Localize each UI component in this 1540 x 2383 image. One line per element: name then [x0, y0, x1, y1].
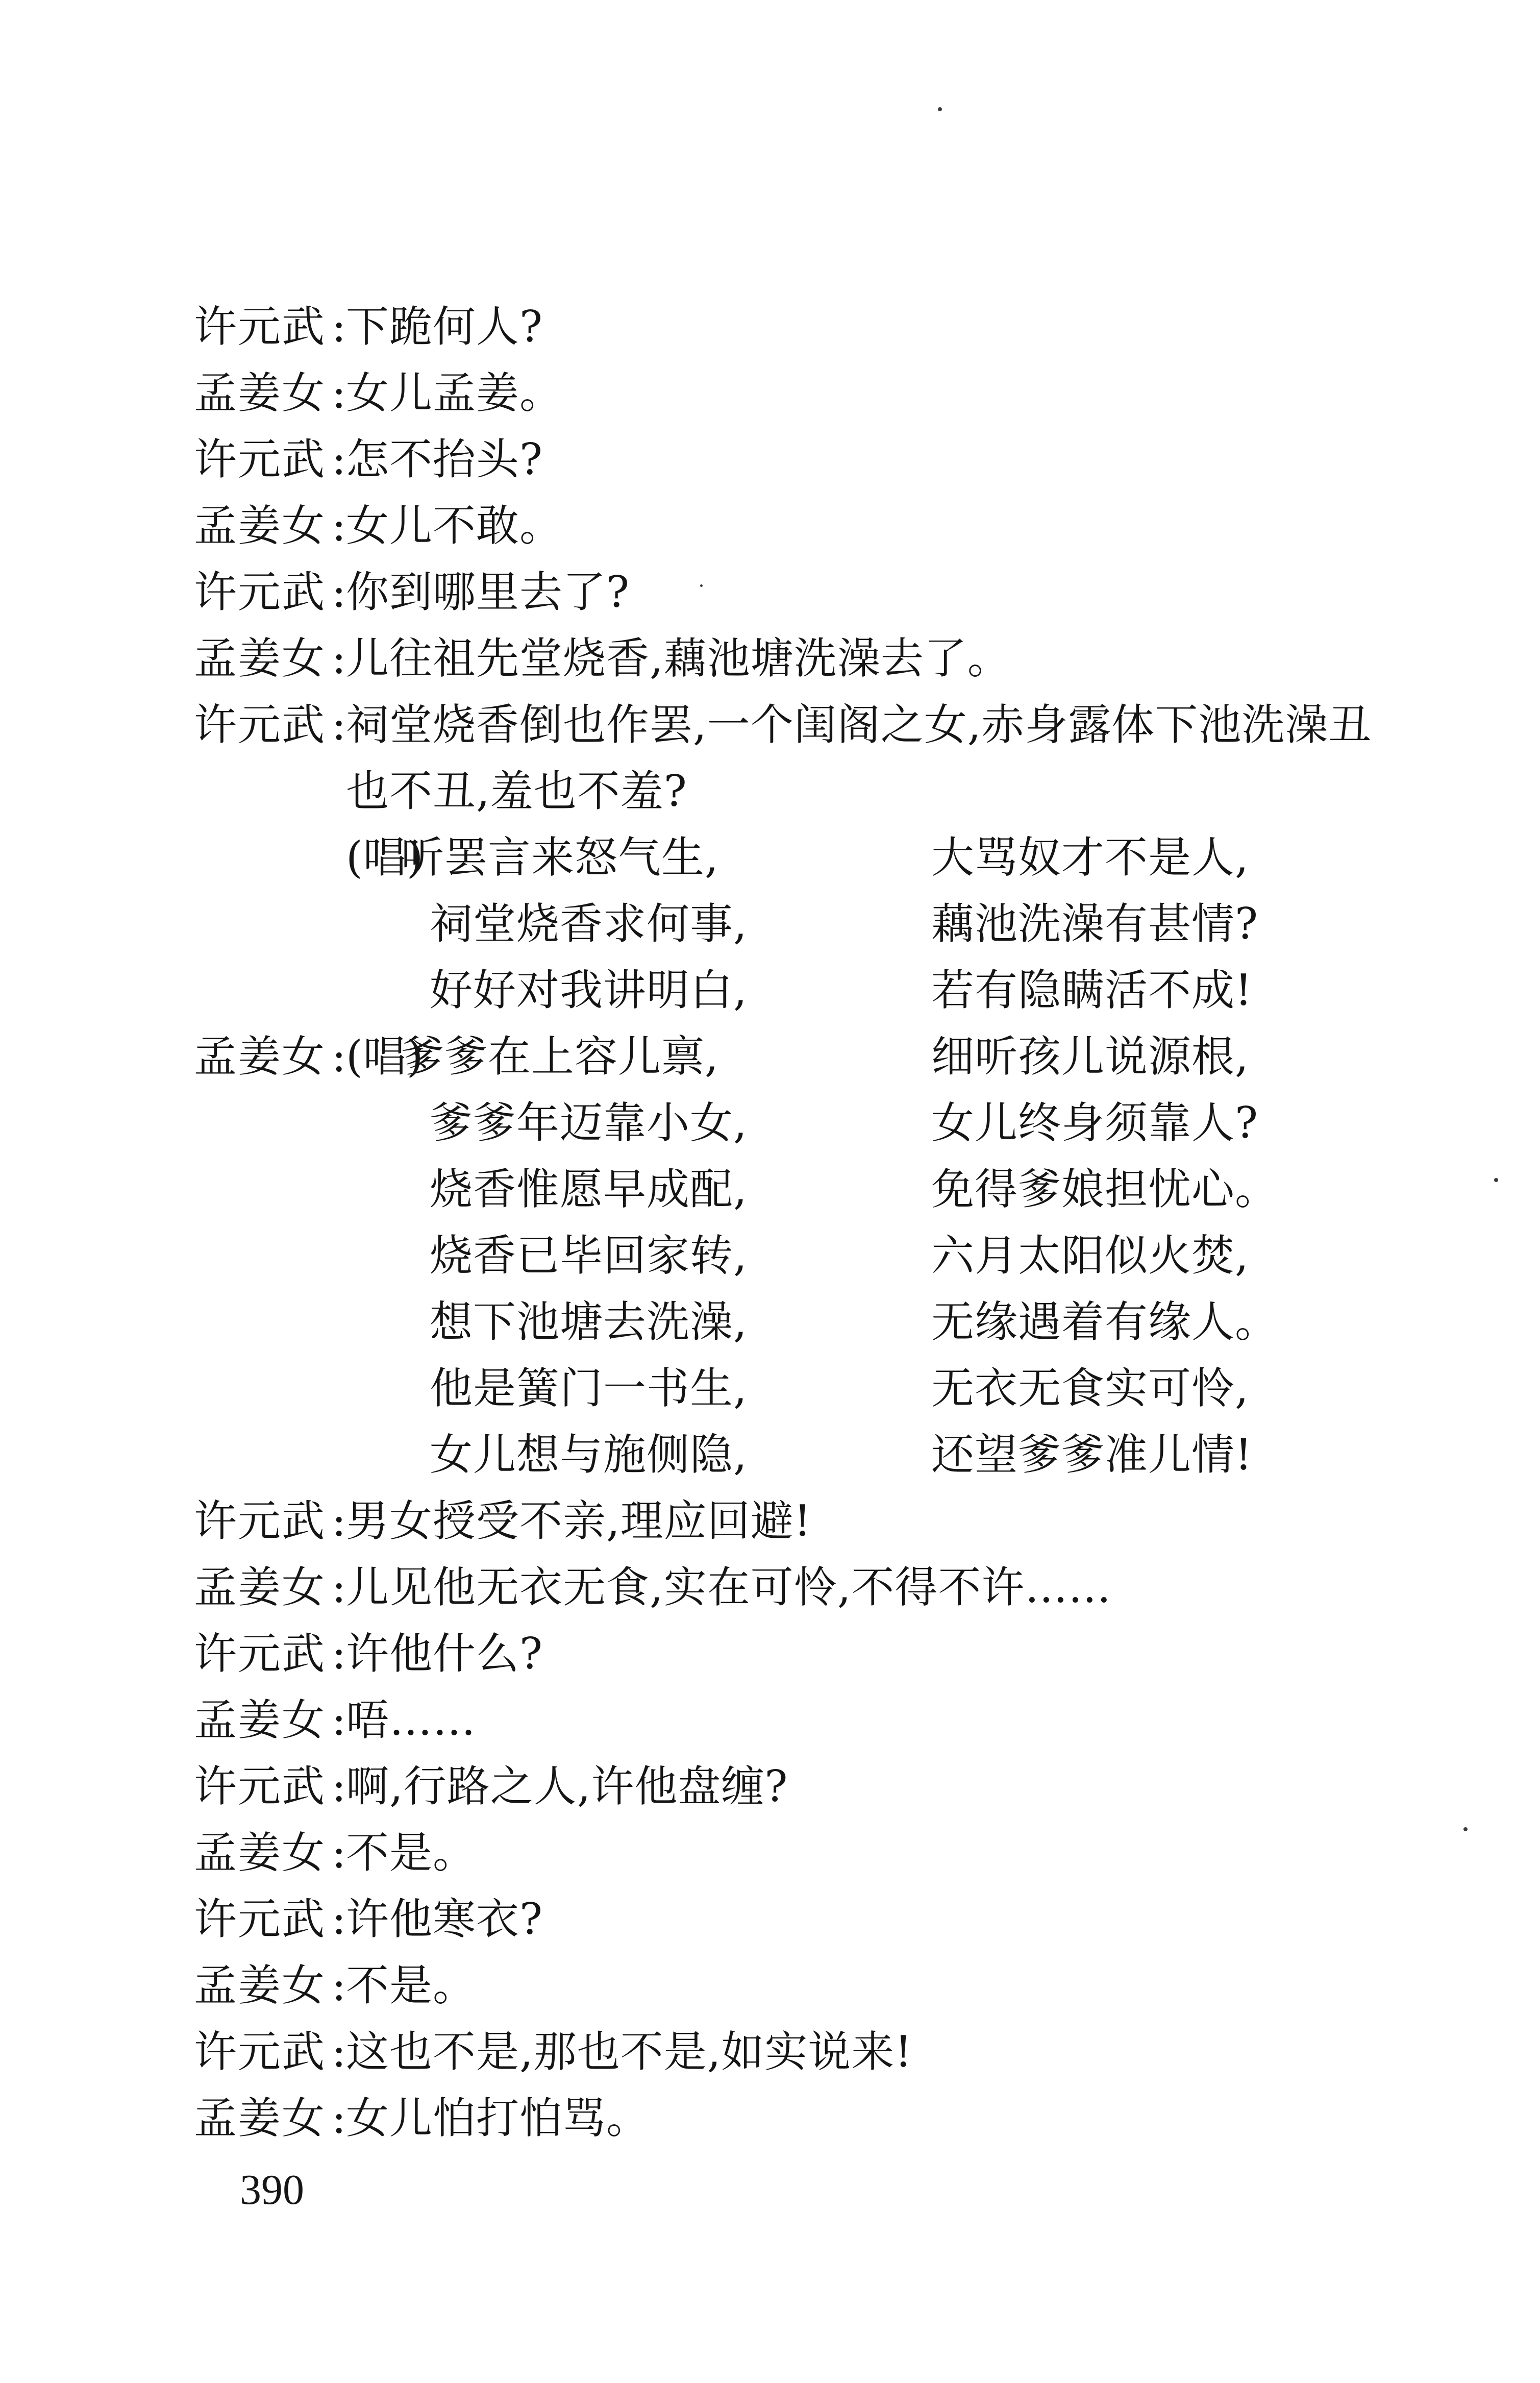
verse-right: 免得爹娘担忧心。: [931, 1164, 1279, 1214]
scan-speck: [938, 107, 942, 111]
speech-text: 下跪何人?: [346, 302, 543, 352]
speech-text: 女儿孟姜。: [346, 368, 563, 418]
verse-line: [194, 1421, 1408, 1488]
verse-left: 爹爹在上容儿禀,: [401, 1031, 719, 1082]
dialogue-line: [194, 2085, 1408, 2151]
verse-left: 想下池塘去洗澡,: [430, 1297, 748, 1347]
speaker-name: 孟姜女: [194, 501, 326, 551]
dialogue-line: [194, 559, 1408, 625]
speaker-colon: :: [332, 1496, 346, 1546]
dialogue-line: [194, 493, 1408, 559]
dialogue-line: [194, 426, 1408, 493]
verse-left: 爹爹年迈靠小女,: [430, 1098, 748, 1148]
verse-right: 女儿终身须靠人?: [931, 1098, 1259, 1148]
speaker-name: 许元武: [194, 434, 326, 484]
verse-right: 还望爹爹准儿情!: [931, 1430, 1253, 1480]
speech-text: 儿见他无衣无食,实在可怜,不得不许……: [346, 1562, 1112, 1612]
verse-left: 烧香惟愿早成配,: [430, 1164, 748, 1214]
verse-left: 烧香已毕回家转,: [430, 1231, 748, 1281]
scan-speck: [700, 584, 703, 587]
speaker-colon: :: [332, 567, 346, 617]
verse-right: 无缘遇着有缘人。: [931, 1297, 1279, 1347]
speech-text: 女儿怕打怕骂。: [346, 2093, 650, 2143]
speech-continuation: 也不丑,羞也不羞?: [346, 766, 687, 816]
speaker-colon: :: [332, 2027, 346, 2077]
speaker-name: 孟姜女: [194, 1828, 326, 1878]
speaker-name: 许元武: [194, 2027, 326, 2077]
speaker-name: 孟姜女: [194, 1031, 326, 1082]
speaker-colon: :: [332, 1629, 346, 1679]
speaker-colon: :: [332, 700, 346, 750]
dialogue-line: [194, 360, 1408, 426]
speaker-colon: :: [332, 1562, 346, 1612]
verse-line: [194, 1289, 1408, 1355]
speaker-colon: :: [332, 368, 346, 418]
speaker-colon: :: [332, 302, 346, 352]
verse-left: 好好对我讲明白,: [430, 965, 748, 1015]
dialogue-line: [194, 1753, 1408, 1820]
script-text: [194, 293, 1408, 2151]
page-number: 390: [240, 2166, 304, 2214]
speaker-colon: :: [332, 501, 346, 551]
speech-text: 你到哪里去了?: [346, 567, 630, 617]
speech-text: 许他什么?: [346, 1629, 543, 1679]
verse-line: [194, 1023, 1408, 1090]
speaker-name: 许元武: [194, 1894, 326, 1944]
speaker-colon: :: [332, 2093, 346, 2143]
verse-right: 若有隐瞒活不成!: [931, 965, 1253, 1015]
scan-speck: [1463, 1827, 1468, 1831]
sing-mark: (唱): [346, 832, 424, 882]
verse-line: [194, 1156, 1408, 1222]
speech-text: 男女授受不亲,理应回避!: [346, 1496, 812, 1546]
speech-text: 儿往祖先堂烧香,藕池塘洗澡去了。: [346, 633, 1011, 683]
verse-line: [194, 824, 1408, 891]
verse-line: [194, 891, 1408, 957]
speaker-colon: :: [332, 1031, 346, 1082]
dialogue-line: [194, 625, 1408, 692]
dialogue-line: [194, 1620, 1408, 1687]
verse-line: [194, 1090, 1408, 1156]
dialogue-line: [194, 692, 1408, 758]
dialogue-line: [194, 1820, 1408, 1886]
speech-text: 不是。: [346, 1828, 477, 1878]
verse-right: 无衣无食实可怜,: [931, 1363, 1249, 1413]
dialogue-line: [194, 1886, 1408, 1952]
verse-left: 听罢言来怒气生,: [401, 832, 719, 882]
dialogue-line: [194, 1488, 1408, 1554]
verse-left: 祠堂烧香求何事,: [430, 899, 748, 949]
verse-line: [194, 957, 1408, 1023]
speech-text: 啊,行路之人,许他盘缠?: [346, 1761, 788, 1811]
speaker-colon: :: [332, 1695, 346, 1745]
sing-mark: (唱): [346, 1031, 424, 1082]
speaker-name: 孟姜女: [194, 1562, 326, 1612]
speaker-colon: :: [332, 1828, 346, 1878]
scan-speck: [1494, 1178, 1498, 1182]
speech-text: 唔……: [346, 1695, 477, 1745]
speaker-name: 许元武: [194, 302, 326, 352]
speaker-name: 许元武: [194, 567, 326, 617]
verse-right: 六月太阳似火焚,: [931, 1231, 1249, 1281]
verse-right: 藕池洗澡有甚情?: [931, 899, 1259, 949]
verse-left: 女儿想与施侧隐,: [430, 1430, 748, 1480]
dialogue-line: [194, 293, 1408, 360]
speech-text: 女儿不敢。: [346, 501, 563, 551]
verse-left: 他是簧门一书生,: [430, 1363, 748, 1413]
speech-text: 许他寒衣?: [346, 1894, 543, 1944]
speaker-name: 孟姜女: [194, 1960, 326, 2010]
dialogue-line: [194, 1952, 1408, 2019]
speaker-name: 许元武: [194, 700, 326, 750]
speaker-colon: :: [332, 1960, 346, 2010]
speaker-colon: :: [332, 1761, 346, 1811]
verse-right: 细听孩儿说源根,: [931, 1031, 1249, 1082]
dialogue-line: [194, 1554, 1408, 1620]
speaker-colon: :: [332, 1894, 346, 1944]
speaker-colon: :: [332, 434, 346, 484]
dialogue-line: [194, 1687, 1408, 1753]
speaker-name: 孟姜女: [194, 2093, 326, 2143]
speaker-name: 许元武: [194, 1629, 326, 1679]
speaker-name: 孟姜女: [194, 633, 326, 683]
verse-line: [194, 1355, 1408, 1421]
dialogue-line: [194, 2019, 1408, 2085]
speech-text: 不是。: [346, 1960, 477, 2010]
speaker-colon: :: [332, 633, 346, 683]
speaker-name: 孟姜女: [194, 368, 326, 418]
verse-line: [194, 1222, 1408, 1289]
speaker-name: 许元武: [194, 1496, 326, 1546]
speaker-name: 孟姜女: [194, 1695, 326, 1745]
speech-text: 怎不抬头?: [346, 434, 543, 484]
verse-right: 大骂奴才不是人,: [931, 832, 1249, 882]
speaker-name: 许元武: [194, 1761, 326, 1811]
speech-text: 祠堂烧香倒也作罢,一个闺阁之女,赤身露体下池洗澡丑: [346, 700, 1372, 750]
speech-text: 这也不是,那也不是,如实说来!: [346, 2027, 913, 2077]
